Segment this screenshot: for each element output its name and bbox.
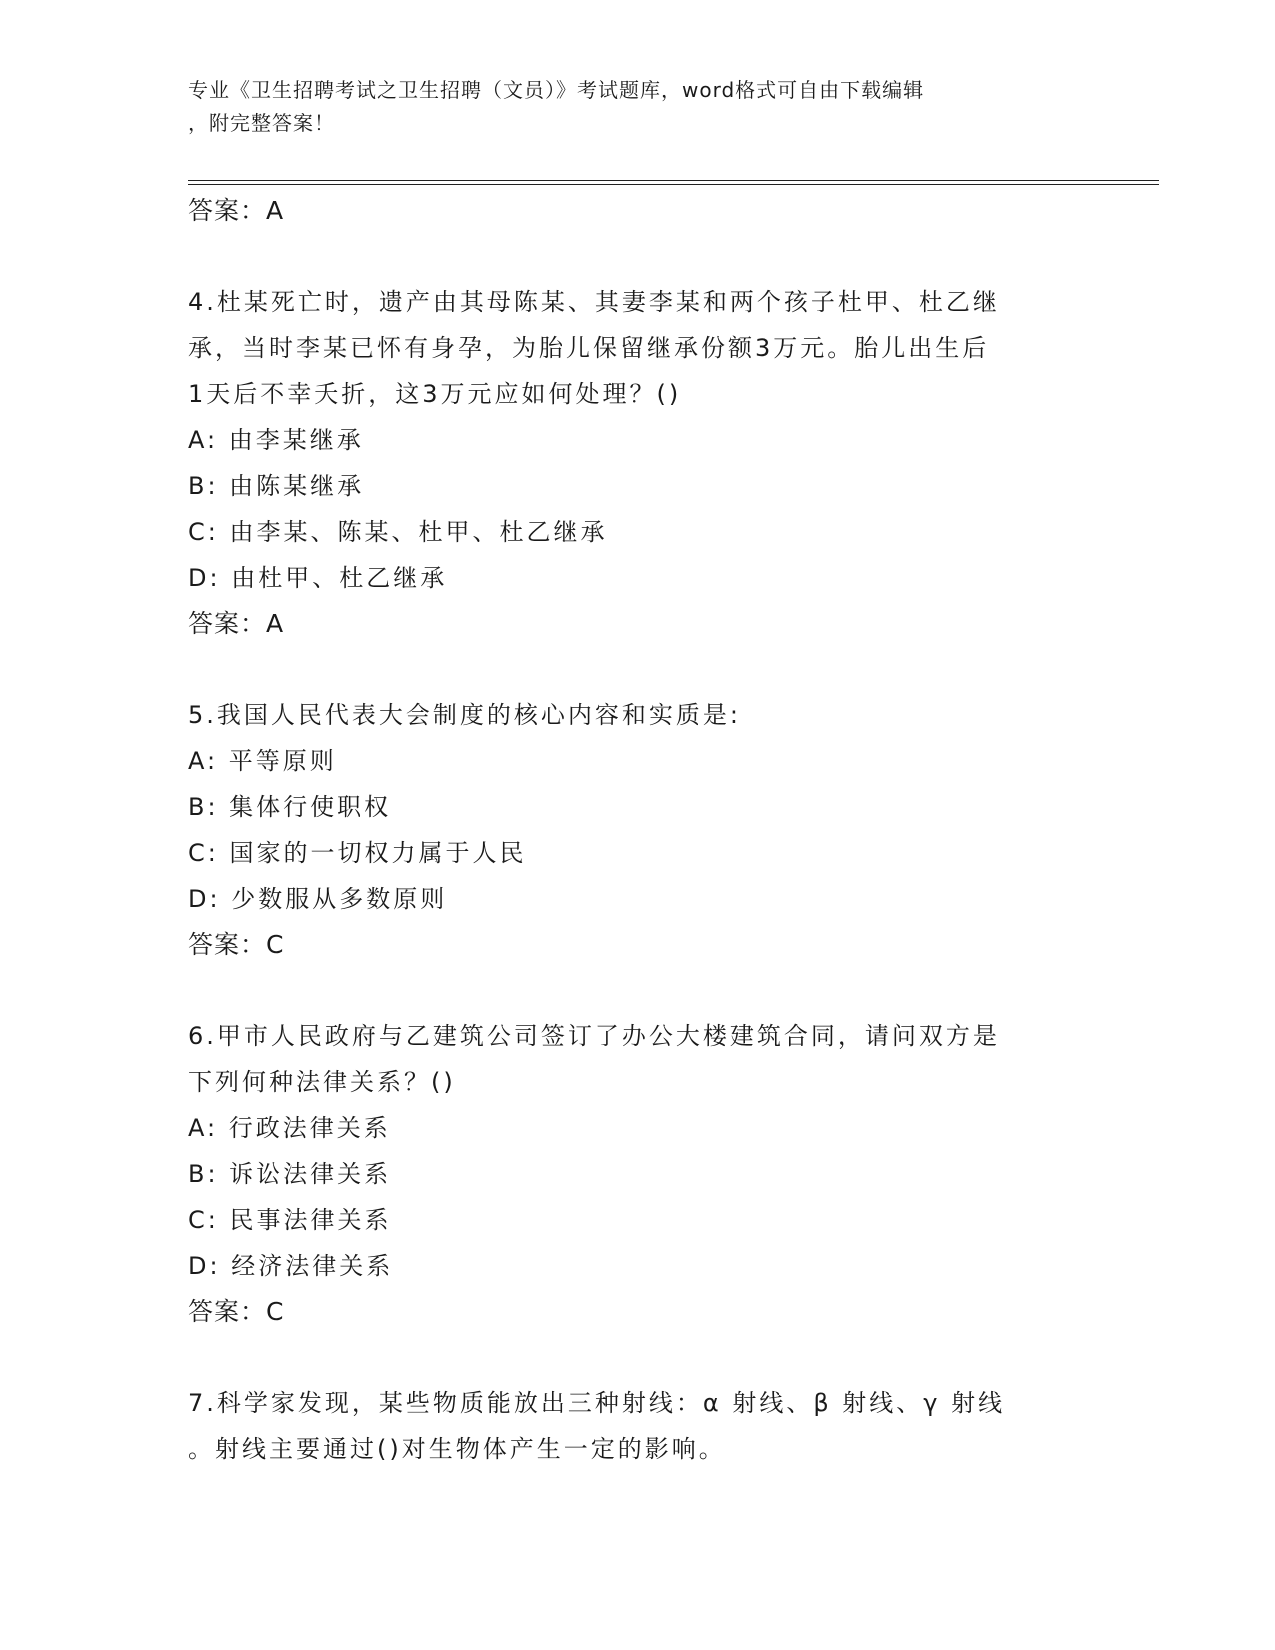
option-a: A: 行政法律关系	[188, 1114, 391, 1142]
question-4	[188, 279, 1088, 647]
question-text: 5.我国人民代表大会制度的核心内容和实质是:	[188, 701, 741, 729]
option-d: D: 经济法律关系	[188, 1252, 394, 1280]
option-b: B: 诉讼法律关系	[188, 1160, 392, 1188]
answer-line: 答案：A	[188, 609, 285, 638]
option-b: B: 由陈某继承	[188, 472, 365, 500]
header-divider-top	[188, 180, 1159, 181]
question-text: 4.杜某死亡时，遗产由其母陈某、其妻李某和两个孩子杜甲、杜乙继	[188, 288, 1000, 316]
question-text: 1天后不幸夭折，这3万元应如何处理？()	[188, 380, 682, 408]
option-b: B: 集体行使职权	[188, 793, 392, 821]
question-text: 下列何种法律关系？()	[188, 1068, 456, 1096]
option-c: C: 民事法律关系	[188, 1206, 392, 1234]
question-5	[188, 692, 1088, 968]
answer-line: 答案：A	[188, 196, 285, 225]
header-line-2: ，附完整答案！	[188, 111, 335, 135]
option-d: D: 少数服从多数原则	[188, 885, 448, 913]
question-text: 。射线主要通过()对生物体产生一定的影响。	[188, 1435, 726, 1463]
question-text: 承，当时李某已怀有身孕，为胎儿保留继承份额3万元。胎儿出生后	[188, 334, 990, 362]
answer-line: 答案：C	[188, 1297, 285, 1326]
option-a: A: 由李某继承	[188, 426, 364, 454]
option-c: C: 由李某、陈某、杜甲、杜乙继承	[188, 518, 608, 546]
question-6	[188, 1013, 1088, 1335]
option-a: A: 平等原则	[188, 747, 337, 775]
question-list	[188, 188, 1088, 1472]
document-header	[188, 74, 1088, 140]
question-7	[188, 1380, 1088, 1472]
question-text: 6.甲市人民政府与乙建筑公司签订了办公大楼建筑合同，请问双方是	[188, 1022, 1000, 1050]
option-d: D: 由杜甲、杜乙继承	[188, 564, 448, 592]
option-c: C: 国家的一切权力属于人民	[188, 839, 527, 867]
header-line-1: 专业《卫生招聘考试之卫生招聘（文员）》考试题库，word格式可自由下载编辑	[188, 78, 925, 102]
header-divider-bottom	[188, 184, 1159, 185]
answer-line: 答案：C	[188, 930, 285, 959]
question-text: 7.科学家发现，某些物质能放出三种射线：α 射线、β 射线、γ 射线	[188, 1389, 1006, 1417]
